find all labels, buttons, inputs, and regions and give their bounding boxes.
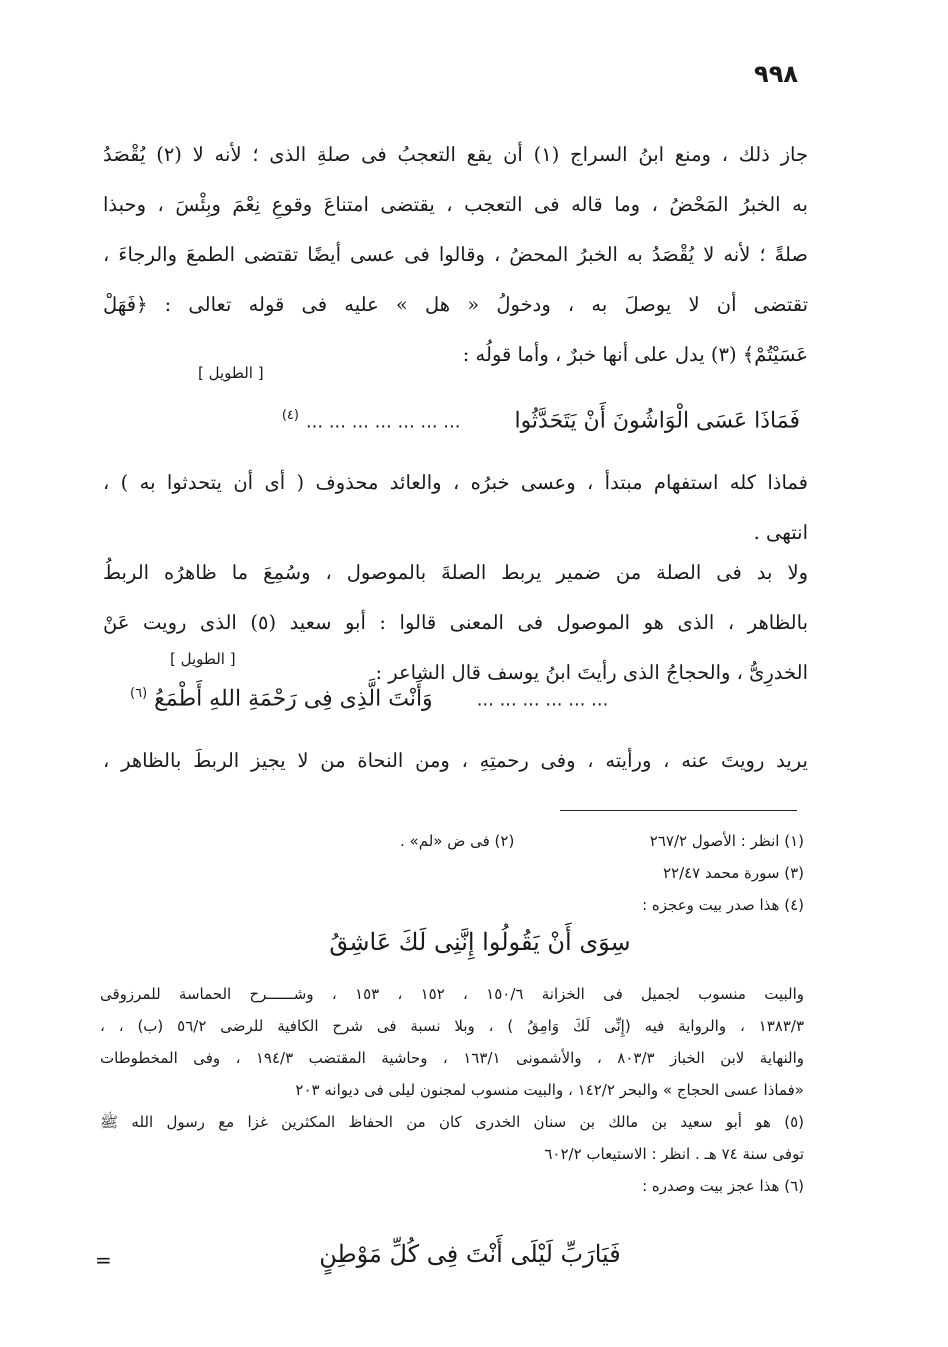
verse-dots: ... ... ... ... ... ... ... xyxy=(305,411,461,433)
footnote-line: توفى سنة ٧٤ هـ . انظر : الاستيعاب ٦٠٢/٢ xyxy=(544,1145,804,1163)
continuation-mark: = xyxy=(95,1248,112,1272)
footnote-divider xyxy=(560,810,797,811)
text-line: يريد رويتَ عنه ، ورأيته ، وفى رحمتِهِ ، ومن النحاة من لا يجيز الربطَ بالظاهر ، xyxy=(103,749,808,772)
footnote-row xyxy=(100,825,804,857)
footnote-verse: فَيَارَبِّ لَيْلَى أَنْتَ فِى كُلِّ مَوْطِنٍ xyxy=(319,1240,621,1268)
text-line: به الخبرُ المَحْضُ ، وما قاله فى التعجب ، يقتضى امتناعَ وقوعِ نِعْمَ وبِئْسَ ، وحبذا xyxy=(103,193,808,216)
footnote-line: ١٣٨٣/٣ ، والرواية فيه (إِنِّى لَكَ وَامِقُ ) ، وبلا نسبة فى شرح الكافية للرضى ٥٦/٢ (ب) ، ، xyxy=(100,1017,804,1035)
meter-label: [ الطويل ] xyxy=(198,364,264,382)
text-line: عَسَيْتُمْ﴾ (٣) يدل على أنها خبرٌ ، وأما قولُه : xyxy=(462,343,808,366)
footnote-3: (٣) سورة محمد ٢٢/٤٧ xyxy=(662,864,804,882)
text-line: انتهى . xyxy=(753,521,808,544)
text-line: فماذا كله استفهام مبتدأ ، وعسى خبرُه ، والعائد محذوف ( أى أن يتحدثوا به ) ، xyxy=(103,471,808,494)
text-line: بالظاهر ، الذى هو الموصول فى المعنى قالوا : أبو سعيد (٥) الذى رويت عَنْ xyxy=(103,611,808,634)
page-number: ٩٩٨ xyxy=(754,60,798,88)
text-line: تقتضى أن لا يوصلَ به ، ودخولُ « هل » عليه فى قوله تعالى : ﴿فَهَلْ xyxy=(103,293,808,316)
footnote-mark: (٦) xyxy=(130,686,148,701)
footnote-6: (٦) هذا عجز بيت وصدره : xyxy=(642,1177,804,1195)
footnote-mark: (٤) xyxy=(281,408,299,423)
footnote-line: والبيت منسوب لجميل فى الخزانة ١٥٠/٦ ، ١٥٢ ، ١٥٣ ، وشــــــرح الحماسة للمرزوقى xyxy=(100,985,804,1003)
main-text-4 xyxy=(103,736,808,786)
footnote-line: «فماذا عسى الحجاج » والبحر ١٤٢/٢ ، والبيت منسوب لمجنون ليلى فى ديوانه ٢٠٣ xyxy=(295,1081,804,1099)
footnote-1: (١) انظر : الأصول ٢٦٧/٢ xyxy=(649,832,804,850)
footnotes xyxy=(100,825,804,921)
footnotes-continued xyxy=(100,978,804,1202)
main-text xyxy=(103,130,808,380)
meter-label: [ الطويل ] xyxy=(170,650,236,668)
text-line: صلةً ؛ لأنه لا يُقْصَدُ به الخبرُ المحضُ ، وقالوا فى عسى أيضًا تقتضى الطمعَ والرجاءَ ، xyxy=(103,243,808,266)
verse-line xyxy=(130,686,790,711)
footnote-line: والنهاية لابن الخباز ٨٠٣/٣ ، والأشمونى ١٦٣/١ ، وحاشية المقتضب ١٩٤/٣ ، وفى المخطوطات xyxy=(100,1049,804,1067)
verse-line xyxy=(150,408,800,433)
verse-dots: ... ... ... ... ... ... xyxy=(476,689,609,711)
verse-text: فَمَاذَا عَسَى الْوَاشُونَ أَنْ يَتَحَدَّثُوا xyxy=(514,408,800,434)
verse-text: وَأَنْتَ الَّذِى فِى رَحْمَةِ اللهِ أَطْمَعُ xyxy=(154,686,433,712)
footnote-4: (٤) هذا صدر بيت وعجزه : xyxy=(642,896,804,914)
main-text-2 xyxy=(103,458,808,558)
footnote-5: (٥) هو أبو سعيد بن مالك بن سنان الخدرى كان من الحفاظ المكثرين غزا مع رسول الله ﷺ xyxy=(100,1113,804,1131)
footnote-verse: سِوَى أَنْ يَقُولُوا إِنَّنِى لَكَ عَاشِقُ xyxy=(329,928,631,956)
footnote-2: (٢) فى ض «لم» . xyxy=(400,832,515,850)
main-text-3 xyxy=(103,548,808,698)
text-line: الخدرِىُّ ، والحجاجُ الذى رأيتَ ابنُ يوسف قال الشاعر : xyxy=(375,661,808,684)
text-line: جاز ذلك ، ومنع ابنُ السراج (١) أن يقع التعجبُ فى صلةِ الذى ؛ لأنه لا (٢) يُقْصَدُ xyxy=(103,143,808,166)
text-line: ولا بد فى الصلة من ضمير يربط الصلةَ بالموصول ، وسُمِعَ ما ظاهرُه الربطُ xyxy=(103,561,808,584)
